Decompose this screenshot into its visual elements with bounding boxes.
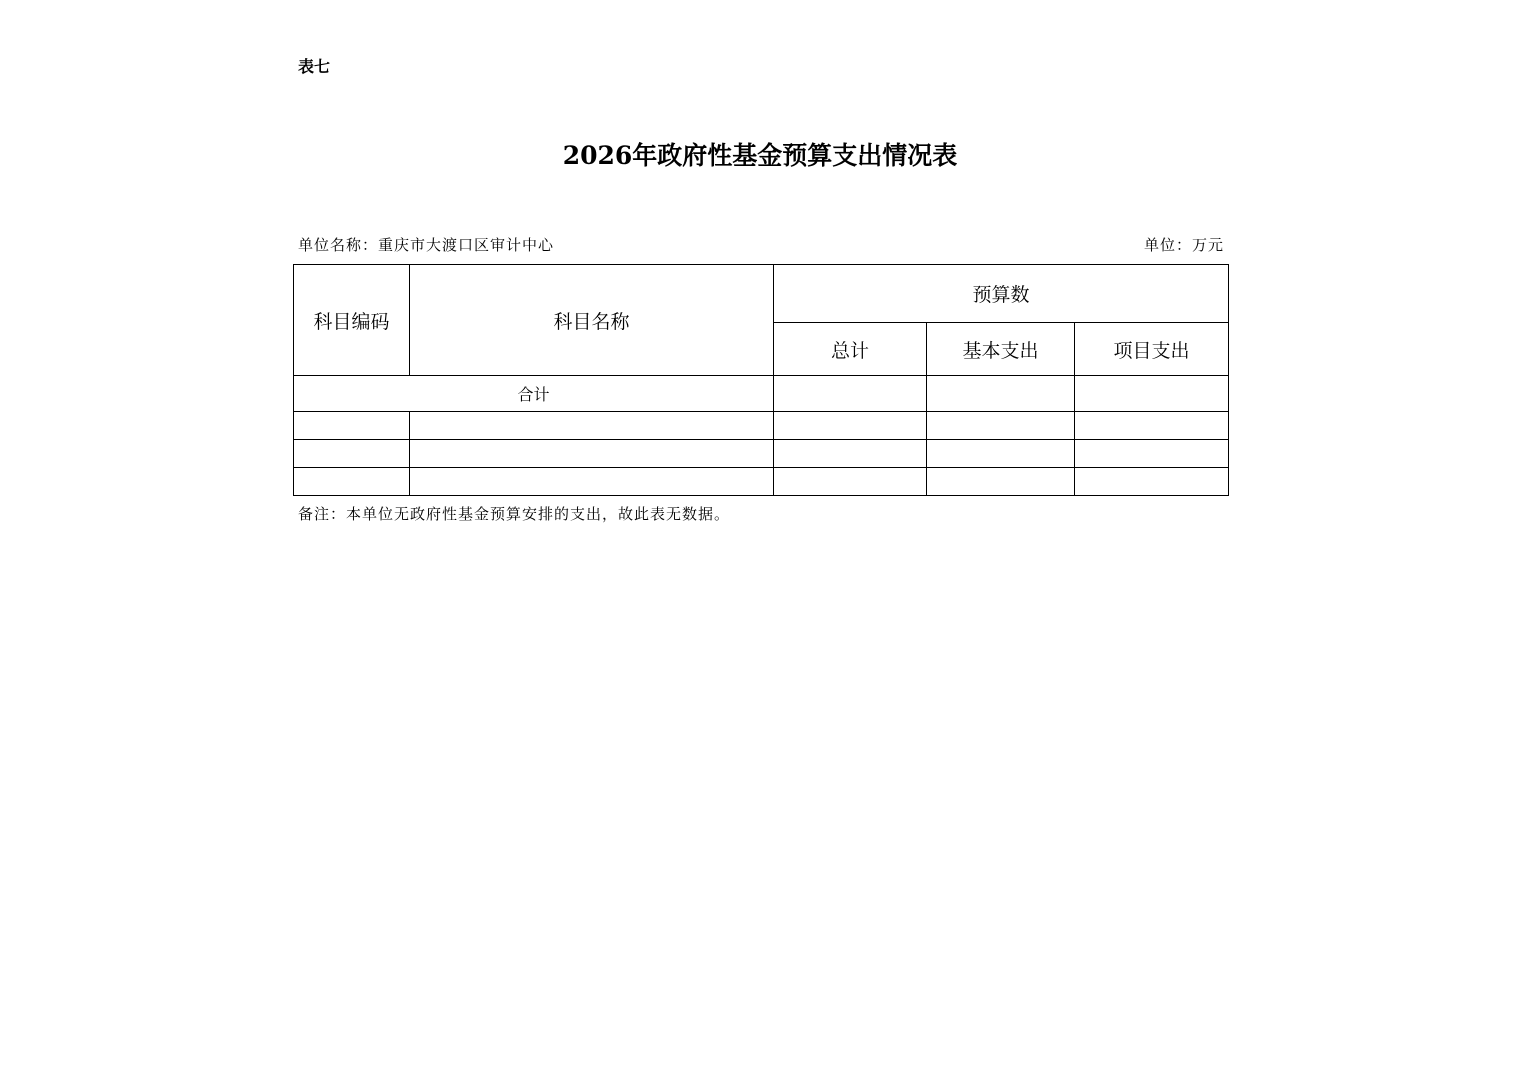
- column-header-budget: 预算数: [774, 265, 1229, 323]
- currency-unit-label: 单位：万元: [1143, 236, 1224, 254]
- cell-code: [294, 468, 410, 496]
- table-number: 表七: [298, 57, 331, 76]
- budget-expenditure-table: [293, 264, 1229, 496]
- column-header-project: 项目支出: [1075, 323, 1229, 376]
- cell-basic: [927, 412, 1075, 440]
- unit-name-label: 单位名称：重庆市大渡口区审计中心: [298, 236, 555, 254]
- cell-project: [1075, 412, 1229, 440]
- total-cell-total: [774, 376, 927, 412]
- cell-total: [774, 412, 927, 440]
- cell-name: [410, 468, 774, 496]
- column-header-name: 科目名称: [410, 265, 774, 376]
- total-cell-project: [1075, 376, 1229, 412]
- column-header-code: 科目编码: [294, 265, 410, 376]
- table-row: [294, 468, 1229, 496]
- page-title: 2026年政府性基金预算支出情况表: [562, 141, 958, 170]
- header-row: [294, 265, 1229, 323]
- cell-name: [410, 412, 774, 440]
- table-row: [294, 440, 1229, 468]
- column-header-basic: 基本支出: [927, 323, 1075, 376]
- cell-name: [410, 440, 774, 468]
- footnote: 备注：本单位无政府性基金预算安排的支出，故此表无数据。: [298, 505, 731, 523]
- cell-basic: [927, 468, 1075, 496]
- column-header-total: 总计: [774, 323, 927, 376]
- cell-total: [774, 468, 927, 496]
- cell-code: [294, 440, 410, 468]
- cell-code: [294, 412, 410, 440]
- cell-project: [1075, 468, 1229, 496]
- total-label: 合计: [294, 376, 774, 412]
- cell-total: [774, 440, 927, 468]
- cell-project: [1075, 440, 1229, 468]
- total-cell-basic: [927, 376, 1075, 412]
- table-row: [294, 412, 1229, 440]
- total-row: [294, 376, 1229, 412]
- cell-basic: [927, 440, 1075, 468]
